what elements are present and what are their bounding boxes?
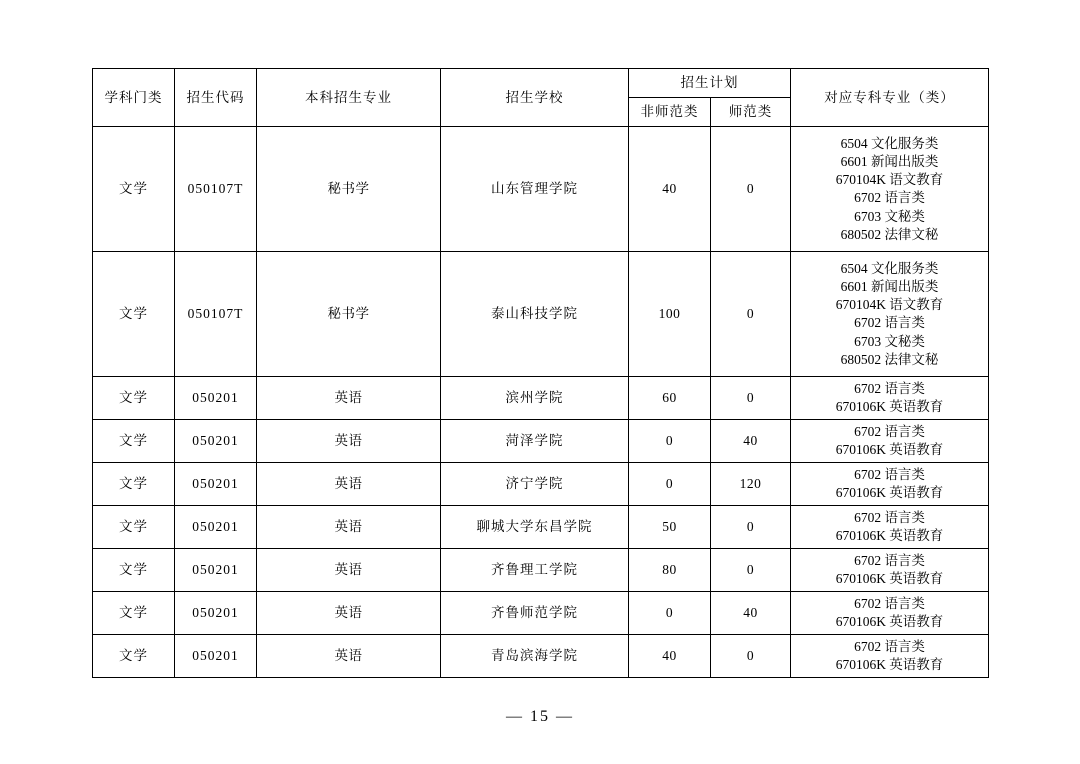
cell-non-normal: 80: [629, 549, 711, 592]
table-row: [93, 635, 989, 678]
vocational-item: 670104K 语文教育: [835, 172, 944, 188]
cell-major: 英语: [257, 635, 441, 678]
cell-vocational-list: [791, 506, 989, 549]
cell-major: 英语: [257, 377, 441, 420]
vocational-item: 680502 法律文秘: [840, 226, 939, 242]
table-row: [93, 463, 989, 506]
cell-school: 滨州学院: [441, 377, 629, 420]
column-header-vocational: 对应专科专业（类）: [791, 69, 989, 127]
cell-non-normal: 50: [629, 506, 711, 549]
cell-school: 济宁学院: [441, 463, 629, 506]
vocational-item: 6702 语言类: [854, 553, 925, 569]
cell-major: 英语: [257, 549, 441, 592]
cell-vocational-list: [791, 420, 989, 463]
cell-vocational-list: [791, 377, 989, 420]
cell-code: 050201: [175, 506, 257, 549]
cell-normal: 40: [711, 420, 791, 463]
cell-vocational-list: [791, 127, 989, 252]
vocational-item: 670106K 英语教育: [835, 442, 944, 458]
vocational-item: 6504 文化服务类: [840, 260, 939, 276]
cell-normal: 0: [711, 549, 791, 592]
cell-normal: 0: [711, 635, 791, 678]
table-row: [93, 377, 989, 420]
column-header-discipline: 学科门类: [93, 69, 175, 127]
cell-non-normal: 100: [629, 252, 711, 377]
cell-code: 050107T: [175, 252, 257, 377]
cell-discipline: 文学: [93, 420, 175, 463]
cell-vocational-list: [791, 463, 989, 506]
table-body: [93, 127, 989, 678]
cell-discipline: 文学: [93, 506, 175, 549]
cell-vocational-list: [791, 549, 989, 592]
cell-code: 050201: [175, 549, 257, 592]
vocational-item: 680502 法律文秘: [840, 351, 939, 367]
cell-major: 英语: [257, 463, 441, 506]
vocational-item: 670106K 英语教育: [835, 614, 944, 630]
table-row: [93, 592, 989, 635]
cell-major: 英语: [257, 420, 441, 463]
column-header-major: 本科招生专业: [257, 69, 441, 127]
vocational-item: 6702 语言类: [854, 190, 925, 206]
cell-vocational-list: [791, 635, 989, 678]
table-row: [93, 127, 989, 252]
cell-school: 山东管理学院: [441, 127, 629, 252]
vocational-item: 6702 语言类: [854, 596, 925, 612]
cell-code: 050201: [175, 420, 257, 463]
table-header: [93, 69, 989, 127]
vocational-item: 6702 语言类: [854, 381, 925, 397]
cell-non-normal: 0: [629, 463, 711, 506]
vocational-item: 6702 语言类: [854, 467, 925, 483]
table-row: [93, 252, 989, 377]
cell-normal: 0: [711, 127, 791, 252]
vocational-item: 670106K 英语教育: [835, 399, 944, 415]
cell-non-normal: 0: [629, 592, 711, 635]
cell-major: 英语: [257, 592, 441, 635]
cell-discipline: 文学: [93, 127, 175, 252]
vocational-item: 6601 新闻出版类: [840, 279, 939, 294]
cell-school: 青岛滨海学院: [441, 635, 629, 678]
column-header-normal: 师范类: [711, 98, 791, 127]
cell-non-normal: 40: [629, 127, 711, 252]
page-number: — 15 —: [506, 708, 574, 725]
vocational-item: 6504 文化服务类: [840, 135, 939, 151]
cell-code: 050201: [175, 592, 257, 635]
enrollment-plan-table: [92, 68, 989, 678]
vocational-item: 6601 新闻出版类: [840, 154, 939, 169]
table-header-row-primary: [93, 69, 989, 98]
table-row: [93, 420, 989, 463]
vocational-item: 670106K 英语教育: [835, 571, 944, 587]
cell-discipline: 文学: [93, 463, 175, 506]
vocational-item: 670106K 英语教育: [835, 657, 944, 673]
cell-school: 聊城大学东昌学院: [441, 506, 629, 549]
vocational-item: 6702 语言类: [854, 424, 925, 440]
cell-major: 秘书学: [257, 252, 441, 377]
cell-normal: 120: [711, 463, 791, 506]
cell-normal: 0: [711, 506, 791, 549]
vocational-item: 670106K 英语教育: [835, 485, 944, 501]
cell-school: 泰山科技学院: [441, 252, 629, 377]
cell-school: 齐鲁师范学院: [441, 592, 629, 635]
column-header-school: 招生学校: [441, 69, 629, 127]
cell-non-normal: 40: [629, 635, 711, 678]
cell-normal: 40: [711, 592, 791, 635]
cell-code: 050201: [175, 635, 257, 678]
cell-non-normal: 60: [629, 377, 711, 420]
cell-discipline: 文学: [93, 592, 175, 635]
table-row: [93, 549, 989, 592]
cell-code: 050107T: [175, 127, 257, 252]
table-row: [93, 506, 989, 549]
vocational-item: 6702 语言类: [854, 639, 925, 655]
cell-discipline: 文学: [93, 252, 175, 377]
vocational-item: 670104K 语文教育: [835, 297, 944, 313]
cell-discipline: 文学: [93, 635, 175, 678]
vocational-item: 6702 语言类: [854, 510, 925, 526]
cell-normal: 0: [711, 252, 791, 377]
vocational-item: 6703 文秘类: [854, 208, 925, 224]
cell-major: 秘书学: [257, 127, 441, 252]
column-header-plan-group: 招生计划: [629, 69, 791, 98]
cell-code: 050201: [175, 377, 257, 420]
cell-school: 菏泽学院: [441, 420, 629, 463]
cell-major: 英语: [257, 506, 441, 549]
cell-vocational-list: [791, 252, 989, 377]
column-header-code: 招生代码: [175, 69, 257, 127]
column-header-non-normal: 非师范类: [629, 98, 711, 127]
cell-discipline: 文学: [93, 377, 175, 420]
cell-normal: 0: [711, 377, 791, 420]
vocational-item: 6702 语言类: [854, 315, 925, 331]
cell-vocational-list: [791, 592, 989, 635]
cell-code: 050201: [175, 463, 257, 506]
vocational-item: 6703 文秘类: [854, 333, 925, 349]
cell-discipline: 文学: [93, 549, 175, 592]
vocational-item: 670106K 英语教育: [835, 528, 944, 544]
cell-school: 齐鲁理工学院: [441, 549, 629, 592]
cell-non-normal: 0: [629, 420, 711, 463]
